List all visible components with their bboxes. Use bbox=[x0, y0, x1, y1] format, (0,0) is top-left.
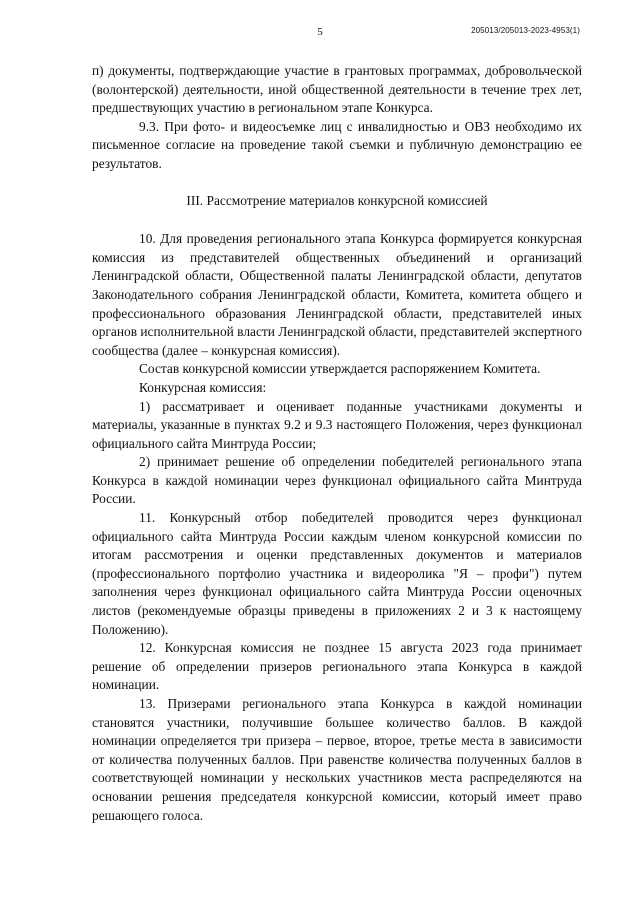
paragraph-10: 10. Для проведения регионального этапа Конкурса формируется конкурсная комиссия из представителей общественных объединений и организаций Ленинградской области, Общественной палаты Ленинградской области, депутатов Законодательного собрания Ленинградской области, Комитета, комитета общего и профессионального образования Ленинградской области, представителей иных органов исполнительной власти Ленинградской области, представителей экспертного сообщества (далее – конкурсная комиссия). bbox=[92, 231, 582, 358]
paragraph-commission: Конкурсная комиссия: bbox=[139, 379, 267, 395]
paragraph-9-3: 9.3. При фото- и видеосъемке лиц с инвалидностью и ОВЗ необходимо их письменное согласие на проведение такой съемки и публичную демонстрацию ее результатов. bbox=[92, 118, 582, 171]
paragraph-13: 13. Призерами регионального этапа Конкурса в каждой номинации становятся участники, получившие большее количество баллов. В каждой номинации определяется три призера – первое, второе, третье места в зависимости от количества полученных баллов. При равенстве количества полученных баллов в соответствующей номинации у нескольких участников места распределяются на основании решения председателя конкурсной комиссии, который имеет право решающего голоса. bbox=[92, 696, 582, 823]
page-number: 5 bbox=[317, 26, 323, 38]
paragraph-item-1: 1) рассматривает и оценивает поданные участниками документы и материалы, указанные в пунктах 9.2 и 9.3 настоящего Положения, через функционал официального сайта Минтруда России; bbox=[92, 398, 582, 451]
document-body bbox=[92, 62, 582, 825]
document-id: 205013/205013-2023-4953(1) bbox=[471, 26, 580, 35]
paragraph-12: 12. Конкурсная комиссия не позднее 15 августа 2023 года принимает решение об определении призеров регионального этапа Конкурса в каждой номинации. bbox=[92, 640, 582, 693]
paragraph-item-p: п) документы, подтверждающие участие в грантовых программах, добровольческой (волонтерской) деятельности, иной общественной деятельности в течение трех лет, предшествующих участию в региональном этапе Конкурса. bbox=[92, 63, 582, 116]
paragraph-item-2: 2) принимает решение об определении победителей регионального этапа Конкурса в каждой номинации через функционал официального сайта Минтруда России. bbox=[92, 454, 582, 507]
paragraph-composition: Состав конкурсной комиссии утверждается распоряжением Комитета. bbox=[139, 361, 541, 377]
paragraph-11: 11. Конкурсный отбор победителей проводится через функционал официального сайта Минтруда России каждым членом конкурсной комиссии по итогам рассмотрения и оценки представленных документов и материалов (профессионального портфолио участника и видеоролика "Я – профи") путем заполнения через функционал официального сайта Минтруда России оценочных листов (рекомендуемые образцы приведены в приложениях 2 и 3 к настоящему Положению). bbox=[92, 510, 582, 637]
section-heading: III. Рассмотрение материалов конкурсной комиссией bbox=[186, 192, 488, 208]
